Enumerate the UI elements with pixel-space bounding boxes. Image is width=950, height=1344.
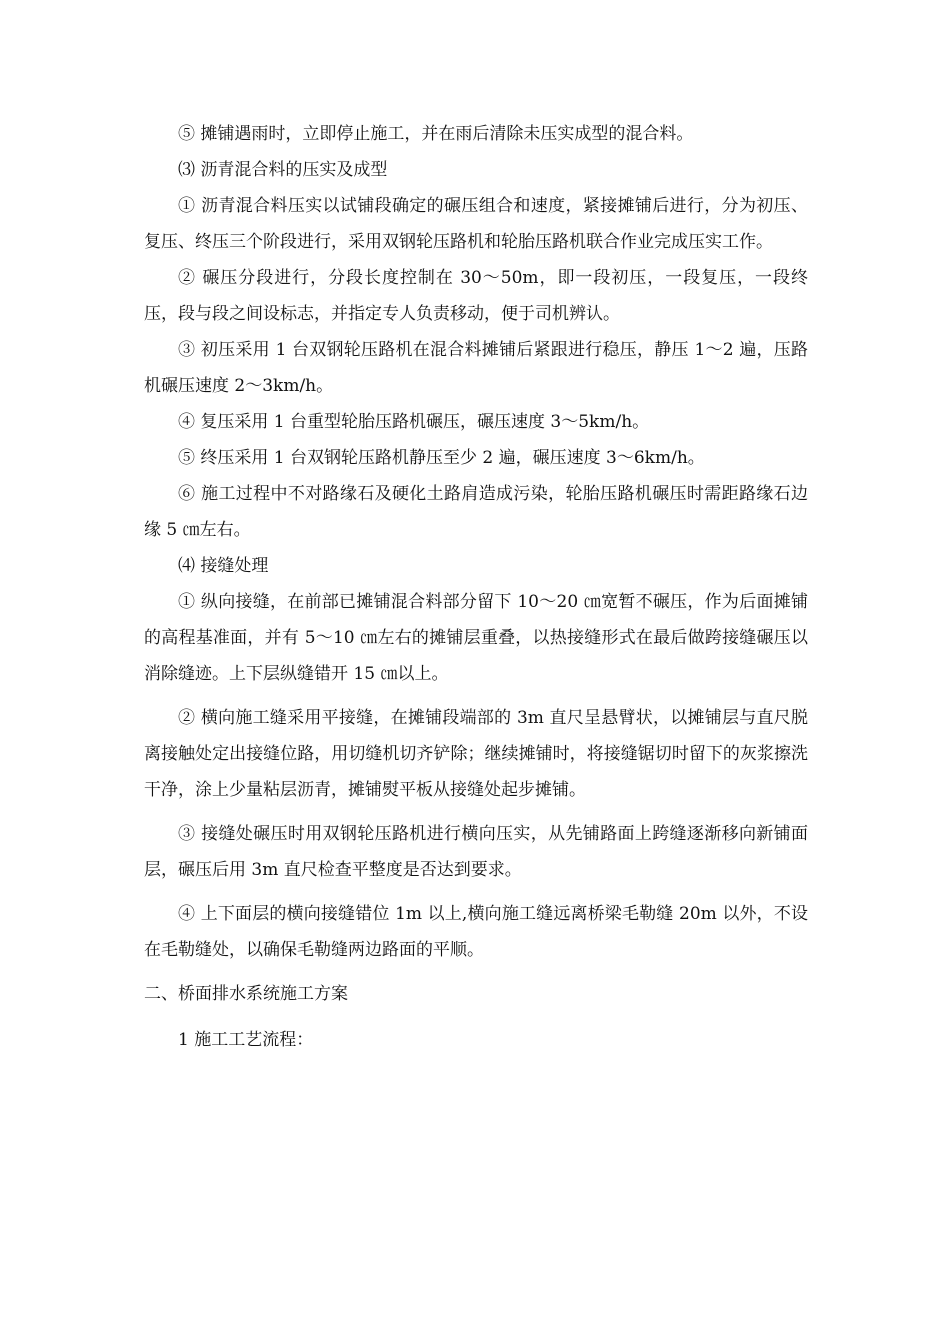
paragraph-compaction-1: ① 沥青混合料压实以试铺段确定的碾压组合和速度，紧接摊铺后进行，分为初压、复压、终压三个阶段进行，采用双钢轮压路机和轮胎压路机联合作业完成压实工作。	[144, 196, 808, 252]
section-heading: 二、桥面排水系统施工方案	[144, 984, 348, 1004]
sub-heading: 1 施工工艺流程：	[178, 1030, 314, 1050]
paragraph-joint-4: ④ 上下面层的横向接缝错位 1m 以上,横向施工缝远离桥梁毛勒缝 20m 以外，不设在毛勒缝处，以确保毛勒缝两边路面的平顺。	[144, 904, 809, 960]
paragraph-compaction-5: ⑤ 终压采用 1 台双钢轮压路机静压至少 2 遍，碾压速度 3～6km/h。	[178, 448, 705, 468]
paragraph-compaction-6: ⑥ 施工过程中不对路缘石及硬化土路肩造成污染，轮胎压路机碾压时需距路缘石边缘 5 ㎝左右。	[144, 484, 808, 540]
paragraph-compaction-4: ④ 复压采用 1 台重型轮胎压路机碾压，碾压速度 3～5km/h。	[178, 412, 650, 432]
paragraph-compaction-2: ② 碾压分段进行，分段长度控制在 30～50m，即一段初压，一段复压，一段终压，段与段之间设标志，并指定专人负责移动，便于司机辨认。	[144, 268, 808, 324]
paragraph-paving-rain: ⑤ 摊铺遇雨时，立即停止施工，并在雨后清除未压实成型的混合料。	[178, 124, 694, 144]
paragraph-joint-3: ③ 接缝处碾压时用双钢轮压路机进行横向压实，从先铺路面上跨缝逐渐移向新铺面层，碾压后用 3m 直尺检查平整度是否达到要求。	[144, 824, 808, 880]
subsection-compaction: ⑶ 沥青混合料的压实及成型	[178, 160, 388, 180]
document-body	[144, 116, 808, 1058]
subsection-joints: ⑷ 接缝处理	[178, 556, 269, 576]
paragraph-compaction-3: ③ 初压采用 1 台双钢轮压路机在混合料摊铺后紧跟进行稳压，静压 1～2 遍，压路机碾压速度 2～3km/h。	[144, 340, 808, 396]
paragraph-joint-2: ② 横向施工缝采用平接缝，在摊铺段端部的 3m 直尺呈悬臂状，以摊铺层与直尺脱离接触处定出接缝位路，用切缝机切齐铲除；继续摊铺时，将接缝锯切时留下的灰浆擦洗干净，涂上少量粘层沥青，摊铺熨平板从接缝处起步摊铺。	[144, 708, 808, 800]
paragraph-joint-1: ① 纵向接缝，在前部已摊铺混合料部分留下 10～20 ㎝宽暂不碾压，作为后面摊铺的高程基准面，并有 5～10 ㎝左右的摊铺层重叠，以热接缝形式在最后做跨接缝碾压以消除缝迹。上下层纵缝错开 15 ㎝以上。	[144, 592, 808, 684]
